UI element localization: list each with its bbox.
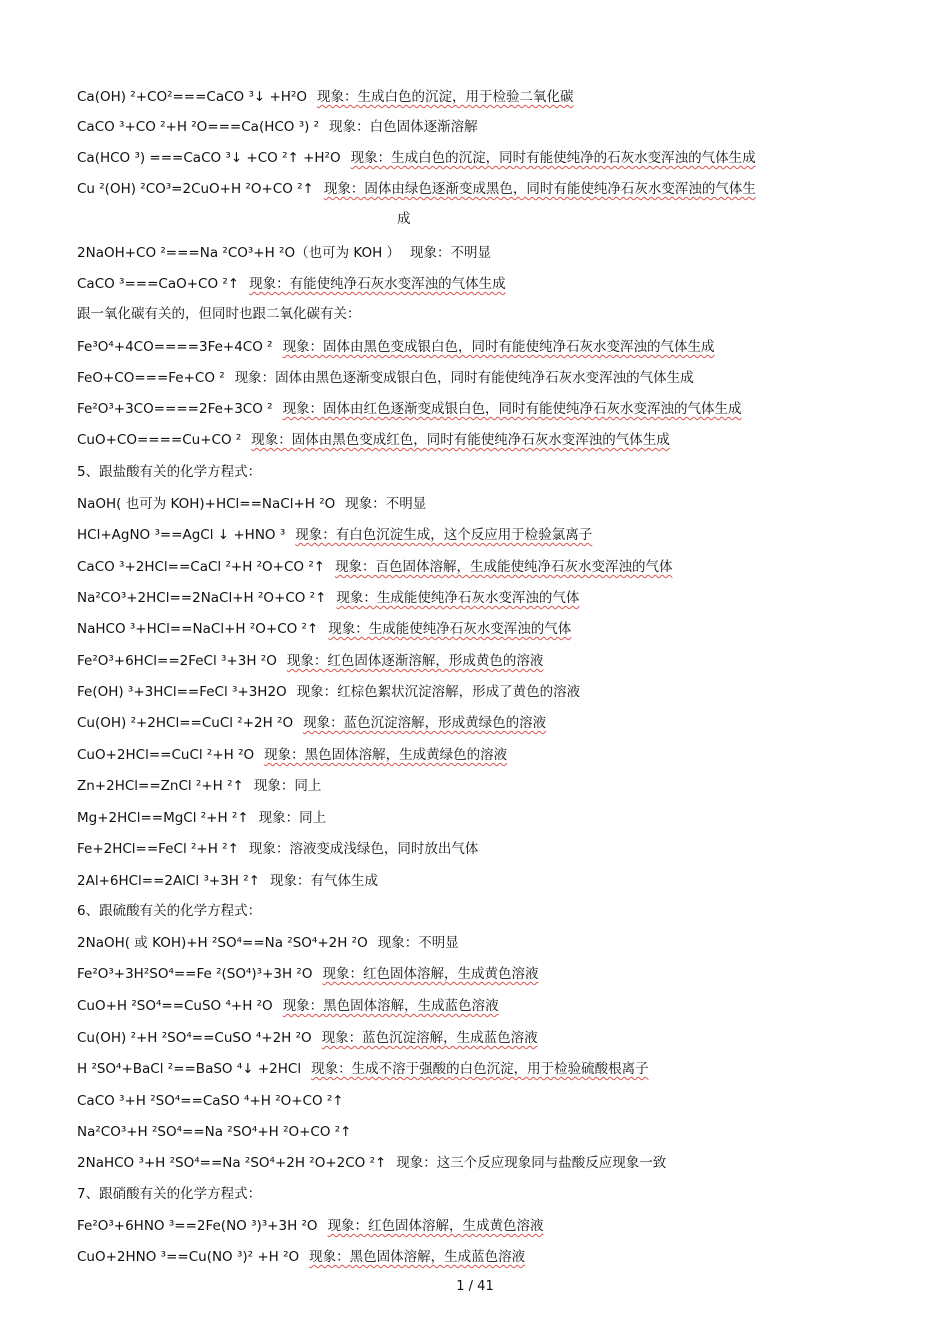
equation-text: Ca(HCO ³) ===CaCO ³↓ +CO ²↑ +H²O	[77, 150, 341, 166]
equation-line	[77, 180, 756, 198]
page-number: 1 / 41	[456, 1279, 494, 1294]
equation-line	[77, 840, 478, 858]
observation-text: 现象：蓝色沉淀溶解，生成蓝色溶液	[321, 1030, 538, 1046]
section-heading: 6、跟硫酸有关的化学方程式：	[77, 903, 262, 919]
equation-text: CuO+CO====Cu+CO ²	[77, 432, 242, 448]
equation-line	[77, 495, 426, 513]
equation-text: H ²SO⁴+BaCl ²==BaSO ⁴↓ +2HCl	[77, 1061, 302, 1077]
equation-text: HCl+AgNO ³==AgCl ↓ +HNO ³	[77, 527, 286, 543]
equation-text: Cu(OH) ²+2HCl==CuCl ²+2H ²O	[77, 715, 294, 731]
continuation-text: 成	[397, 211, 411, 227]
observation-text: 现象：红棕色絮状沉淀溶解，形成了黄色的溶液	[296, 684, 581, 700]
equation-line	[77, 149, 756, 167]
observation-text: 现象：红色固体逐渐溶解，形成黄色的溶液	[286, 653, 544, 669]
equation-line	[77, 275, 506, 293]
observation-text: 现象：生成不溶于强酸的白色沉淀，用于检验硫酸根离子	[311, 1061, 649, 1077]
observation-text: 现象：不明显	[410, 245, 492, 261]
observation-text: 现象：同上	[258, 810, 327, 826]
observation-text: 现象：溶液变成浅绿色，同时放出气体	[248, 841, 479, 857]
equation-line	[77, 1060, 649, 1078]
observation-text: 现象：固体由黑色变成银白色，同时有能使纯净石灰水变浑浊的气体生成	[282, 339, 715, 355]
observation-text: 现象：固体由绿色逐渐变成黑色，同时有能使纯净石灰水变浑浊的气体生	[323, 181, 756, 197]
equation-text: Fe(OH) ³+3HCl==FeCl ³+3H2O	[77, 684, 287, 700]
observation-text: 现象：固体由红色逐渐变成银白色，同时有能使纯净石灰水变浑浊的气体生成	[282, 401, 742, 417]
equation-text: Cu ²(OH) ²CO³=2CuO+H ²O+CO ²↑	[77, 181, 314, 197]
observation-text: 现象：生成白色的沉淀，用于检验二氧化碳	[316, 89, 574, 105]
equation-line	[77, 746, 507, 764]
observation-text: 现象：不明显	[377, 935, 459, 951]
equation-text: CaCO ³+2HCl==CaCl ²+H ²O+CO ²↑	[77, 559, 326, 575]
equation-line	[77, 1154, 666, 1172]
equation-text: 2NaHCO ³+H ²SO⁴==Na ²SO⁴+2H ²O+2CO ²↑	[77, 1155, 387, 1171]
equation-line	[77, 244, 491, 262]
equation-text: Fe²O³+6HNO ³==2Fe(NO ³)³+3H ²O	[77, 1218, 318, 1234]
equation-text: Fe+2HCl==FeCl ²+H ²↑	[77, 841, 239, 857]
equation-line	[77, 431, 670, 449]
equation-line	[77, 777, 321, 795]
equation-line	[77, 997, 499, 1015]
equation-text: NaOH( 也可为 KOH)+HCl==NaCl+H ²O	[77, 496, 336, 512]
observation-text: 现象：固体由黑色逐渐变成银白色，同时有能使纯净石灰水变浑浊的气体生成	[234, 370, 694, 386]
observation-text: 现象：蓝色沉淀溶解，形成黄绿色的溶液	[303, 715, 547, 731]
equation-text: CaCO ³+CO ²+H ²O===Ca(HCO ³) ²	[77, 119, 320, 135]
observation-text: 现象：有气体生成	[269, 873, 378, 889]
equation-text: Cu(OH) ²+H ²SO⁴==CuSO ⁴+2H ²O	[77, 1030, 312, 1046]
equation-text: CuO+2HCl==CuCl ²+H ²O	[77, 747, 255, 763]
observation-text: 现象：生成白色的沉淀，同时有能使纯净的石灰水变浑浊的气体生成	[350, 150, 756, 166]
equation-text: CuO+H ²SO⁴==CuSO ⁴+H ²O	[77, 998, 273, 1014]
observation-text: 现象：红色固体溶解，生成黄色溶液	[327, 1218, 544, 1234]
observation-text: 现象：白色固体逐渐溶解	[329, 119, 478, 135]
equation-line	[77, 400, 742, 418]
observation-text: 现象：有白色沉淀生成，这个反应用于检验氯离子	[295, 527, 593, 543]
equation-line	[77, 1123, 352, 1141]
observation-text: 现象：黑色固体溶解，生成黄绿色的溶液	[264, 747, 508, 763]
section-heading: 5、跟盐酸有关的化学方程式：	[77, 464, 262, 480]
section-heading: 7、跟硝酸有关的化学方程式：	[77, 1186, 262, 1202]
equation-line	[77, 1248, 525, 1266]
observation-text: 现象：同上	[253, 778, 322, 794]
equation-text: NaHCO ³+HCl==NaCl+H ²O+CO ²↑	[77, 621, 319, 637]
observation-text: 现象：有能使纯净石灰水变浑浊的气体生成	[249, 276, 506, 292]
equation-line	[77, 809, 326, 827]
observation-text: 现象：生成能使纯净石灰水变浑浊的气体	[336, 590, 580, 606]
equation-text: 2NaOH+CO ²===Na ²CO³+H ²O（也可为 KOH ）	[77, 245, 401, 261]
equation-text: Fe²O³+6HCl==2FeCl ³+3H ²O	[77, 653, 277, 669]
equation-text: Na²CO³+2HCl==2NaCl+H ²O+CO ²↑	[77, 590, 327, 606]
equation-line	[77, 1217, 544, 1235]
equation-text: Fe²O³+3H²SO⁴==Fe ²(SO⁴)³+3H ²O	[77, 966, 313, 982]
equation-line	[77, 965, 538, 983]
equation-text: Mg+2HCl==MgCl ²+H ²↑	[77, 810, 249, 826]
observation-text: 现象：固体由黑色变成红色，同时有能使纯净石灰水变浑浊的气体生成	[251, 432, 670, 448]
equation-line	[77, 526, 592, 544]
observation-text: 现象：不明显	[345, 496, 427, 512]
equation-text: CaCO ³+H ²SO⁴==CaSO ⁴+H ²O+CO ²↑	[77, 1093, 344, 1109]
equation-line	[77, 88, 573, 106]
equation-line	[77, 652, 543, 670]
observation-text: 现象：这三个反应现象同与盐酸反应现象一致	[396, 1155, 667, 1171]
equation-line	[77, 620, 571, 638]
equation-line	[77, 369, 694, 387]
equation-text: CaCO ³===CaO+CO ²↑	[77, 276, 240, 292]
equation-line	[77, 1092, 344, 1110]
observation-text: 现象：黑色固体溶解，生成蓝色溶液	[309, 1249, 526, 1265]
equation-line	[77, 714, 546, 732]
section-note: 跟一氧化碳有关的，但同时也跟二氧化碳有关：	[77, 306, 361, 322]
equation-line	[77, 589, 579, 607]
observation-text: 现象：生成能使纯净石灰水变浑浊的气体	[328, 621, 572, 637]
equation-text: Na²CO³+H ²SO⁴==Na ²SO⁴+H ²O+CO ²↑	[77, 1124, 352, 1140]
observation-text: 现象：百色固体溶解，生成能使纯净石灰水变浑浊的气体	[335, 559, 673, 575]
equation-text: Ca(OH) ²+CO²===CaCO ³↓ +H²O	[77, 89, 307, 105]
equation-text: Fe³O⁴+4CO====3Fe+4CO ²	[77, 339, 273, 355]
equation-text: Fe²O³+3CO====2Fe+3CO ²	[77, 401, 273, 417]
equation-line	[77, 872, 378, 890]
equation-text: FeO+CO===Fe+CO ²	[77, 370, 225, 386]
equation-line	[77, 118, 478, 136]
observation-text: 现象：黑色固体溶解，生成蓝色溶液	[282, 998, 499, 1014]
equation-line	[77, 683, 580, 701]
equation-text: 2NaOH( 或 KOH)+H ²SO⁴==Na ²SO⁴+2H ²O	[77, 935, 368, 951]
equation-text: 2Al+6HCl==2AlCl ³+3H ²↑	[77, 873, 260, 889]
observation-text: 现象：红色固体溶解，生成黄色溶液	[322, 966, 539, 982]
equation-text: CuO+2HNO ³==Cu(NO ³)² +H ²O	[77, 1249, 300, 1265]
equation-line	[77, 338, 715, 356]
equation-text: Zn+2HCl==ZnCl ²+H ²↑	[77, 778, 244, 794]
equation-line	[77, 934, 459, 952]
equation-line	[77, 1029, 538, 1047]
equation-line	[77, 558, 673, 576]
